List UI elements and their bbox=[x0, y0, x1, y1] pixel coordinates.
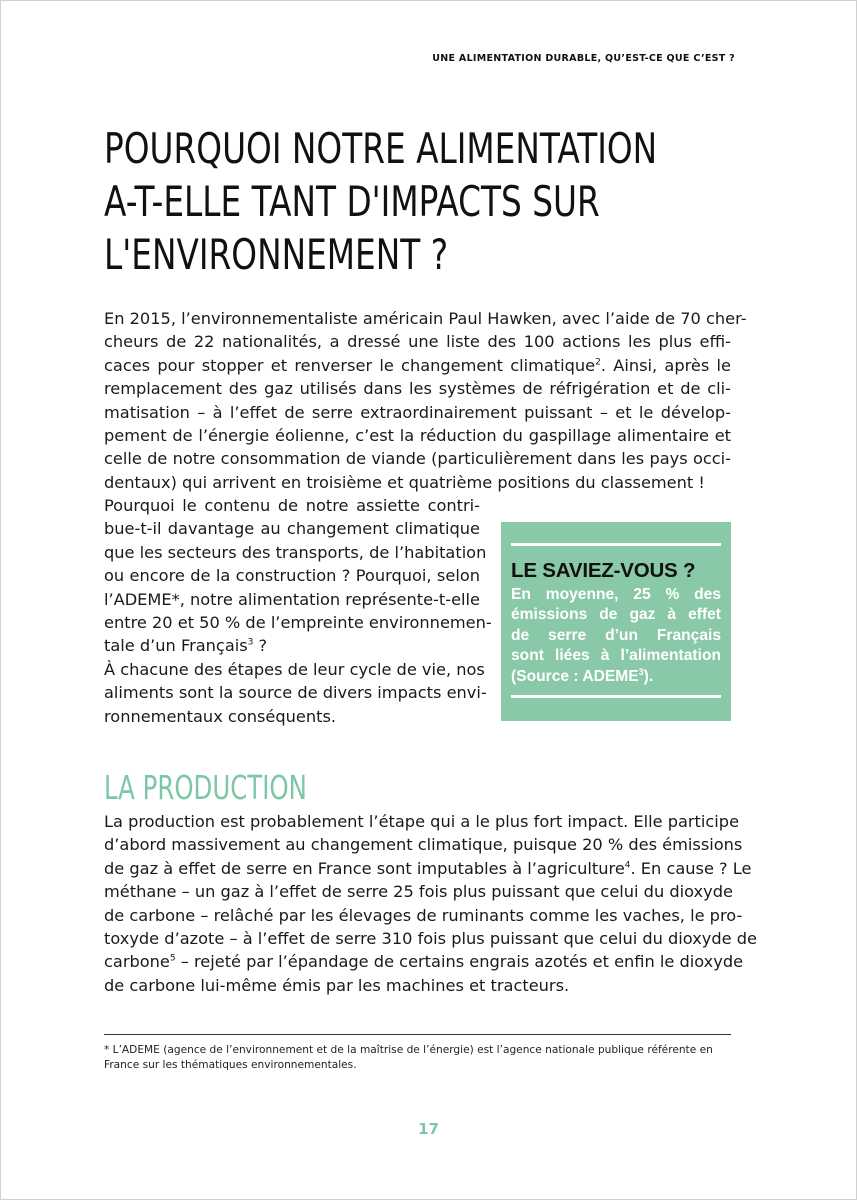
question-paragraph bbox=[104, 494, 492, 728]
callout-divider bbox=[511, 695, 721, 698]
paragraph-text: . En cause ? Le bbox=[630, 858, 752, 878]
paragraph-line: En 2015, l’environnementaliste américain Paul Hawken, avec l’aide de 70 cher- bbox=[104, 309, 747, 328]
paragraph-line: de carbone lui-même émis par les machines et tracteurs. bbox=[104, 975, 570, 995]
paragraph-line: que les secteurs des transports, de l’habitation bbox=[104, 542, 487, 562]
paragraph-line bbox=[104, 857, 752, 880]
paragraph-text: – rejeté par l’épandage de certains engrais azotés et enfin le dioxyde bbox=[175, 952, 744, 972]
paragraph-line: pement de l’énergie éolienne, c’est la réduction du gaspillage alimentaire et bbox=[104, 426, 731, 446]
paragraph-text: ? bbox=[253, 636, 268, 656]
paragraph-line: La production est probablement l’étape qui a le plus fort impact. Elle participe bbox=[104, 812, 740, 831]
paragraph-line: entre 20 et 50 % de l’empreinte environnemen- bbox=[104, 613, 492, 633]
footnote-ref: 3 bbox=[247, 638, 254, 649]
paragraph-line bbox=[104, 634, 480, 657]
footnote-ref: 3 bbox=[638, 666, 644, 677]
page-title-line: POURQUOI NOTRE ALIMENTATION bbox=[104, 124, 658, 173]
footnote-ref: 4 bbox=[624, 860, 631, 871]
paragraph-line bbox=[104, 950, 744, 973]
page-title-line: A-T-ELLE TANT D'IMPACTS SUR bbox=[104, 177, 600, 226]
did-you-know-callout bbox=[501, 522, 731, 721]
paragraph-line: méthane – un gaz à l’effet de serre 25 fois plus puissant que celui du dioxyde bbox=[104, 882, 733, 902]
paragraph-text: . Ainsi, après le bbox=[600, 355, 731, 375]
section-heading-production: LA PRODUCTION bbox=[104, 768, 307, 807]
paragraph-line: cheurs de 22 nationalités, a dressé une liste des 100 actions les plus effi- bbox=[104, 332, 731, 352]
footnote-ref: 2 bbox=[595, 357, 601, 368]
footnote-ref: 5 bbox=[169, 954, 176, 965]
callout-source: (Source : ADEME bbox=[511, 667, 639, 685]
callout-line: sont liées à l’alimentation bbox=[511, 647, 721, 665]
paragraph-text: caces pour stopper et renverser le changement climatique bbox=[104, 355, 596, 375]
running-header: UNE ALIMENTATION DURABLE, QU’EST-CE QUE C’EST ? bbox=[432, 53, 735, 64]
paragraph-line: aliments sont la source de divers impacts envi- bbox=[104, 683, 487, 703]
production-paragraph bbox=[104, 810, 757, 997]
paragraph-line bbox=[104, 354, 731, 377]
footnote bbox=[104, 1043, 731, 1073]
footnote-divider bbox=[104, 1034, 731, 1035]
paragraph-line: celle de notre consommation de viande (particulièrement dans les pays occi- bbox=[104, 449, 731, 469]
paragraph-line: de carbone – relâché par les élevages de ruminants comme les vaches, le pro- bbox=[104, 905, 743, 925]
callout-title: LE SAVIEZ-VOUS ? bbox=[511, 559, 696, 582]
paragraph-text: de gaz à effet de serre en France sont imputables à l’agriculture bbox=[104, 858, 625, 878]
callout-line: émissions de gaz à effet bbox=[511, 606, 721, 624]
paragraph-line: remplacement des gaz utilisés dans les systèmes de réfrigération et de cli- bbox=[104, 379, 731, 399]
footnote-line: * L’ADEME (agence de l’environnement et de la maîtrise de l’énergie) est l’agence nationale publique référente en bbox=[104, 1044, 713, 1056]
paragraph-line: l’ADEME*, notre alimentation représente-t-elle bbox=[104, 589, 480, 609]
paragraph-line: bue-t-il davantage au changement climatique bbox=[104, 519, 480, 539]
page-number: 17 bbox=[418, 1120, 439, 1138]
paragraph-line: d’abord massivement au changement climatique, puisque 20 % des émissions bbox=[104, 835, 743, 855]
page-title bbox=[104, 122, 658, 281]
page-title-line: L'ENVIRONNEMENT ? bbox=[104, 230, 449, 279]
callout-source-end: ). bbox=[643, 667, 654, 685]
paragraph-line: toxyde d’azote – à l’effet de serre 310 fois plus puissant que celui du dioxyde de bbox=[104, 929, 757, 949]
callout-line: En moyenne, 25 % des bbox=[511, 586, 721, 603]
paragraph-text: carbone bbox=[104, 952, 170, 972]
paragraph-text: tale d’un Français bbox=[104, 636, 248, 656]
callout-divider bbox=[511, 543, 721, 546]
paragraph-line: ou encore de la construction ? Pourquoi, selon bbox=[104, 566, 480, 586]
paragraph-line: ronnementaux conséquents. bbox=[104, 706, 337, 726]
callout-line bbox=[511, 667, 721, 687]
paragraph-line: matisation – à l’effet de serre extraordinairement puissant – et le dévelop- bbox=[104, 402, 731, 422]
paragraph-line: À chacune des étapes de leur cycle de vie, nos bbox=[104, 659, 485, 679]
callout-text bbox=[511, 585, 721, 687]
intro-paragraph bbox=[104, 307, 747, 494]
paragraph-line: Pourquoi le contenu de notre assiette contri- bbox=[104, 496, 480, 515]
callout-line: de serre d’un Français bbox=[511, 626, 721, 644]
footnote-line: France sur les thématiques environnementales. bbox=[104, 1059, 357, 1071]
paragraph-line: dentaux) qui arrivent en troisième et quatrième positions du classement ! bbox=[104, 472, 705, 492]
